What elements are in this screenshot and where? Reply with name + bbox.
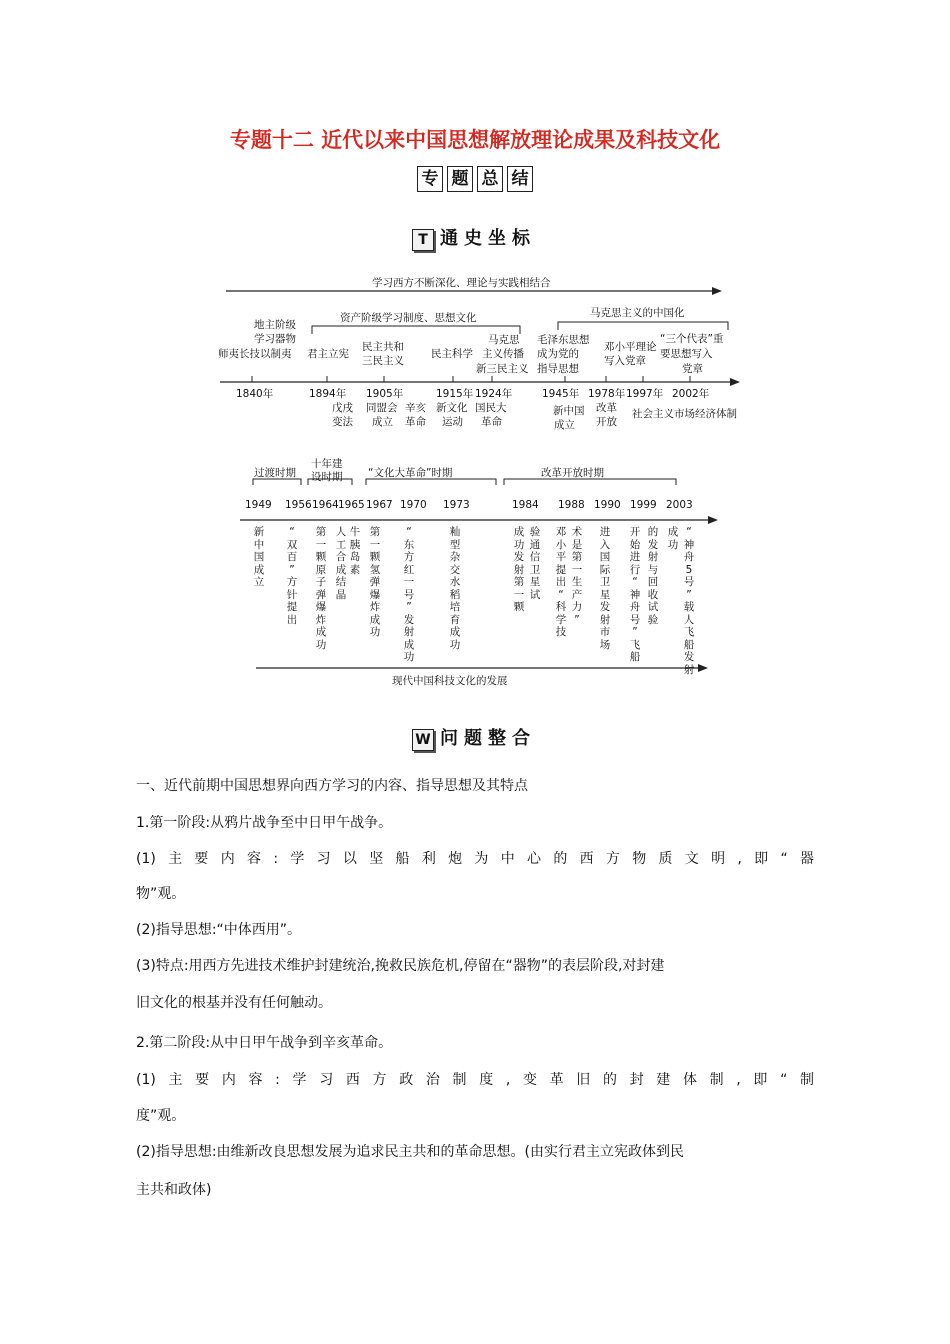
vertical-event: 第 一 颗 原 子 弹 爆 炸 成 功 xyxy=(315,526,327,651)
event-below-label: 戊戌 xyxy=(332,402,353,414)
year-label: 1984 xyxy=(512,499,539,511)
vertical-event: 第 一 颗 氢 弹 爆 炸 成 功 xyxy=(369,526,381,638)
event-above-label: 党章 xyxy=(682,363,703,375)
event-above-label: 要思想写入 xyxy=(660,348,713,360)
year-label: 1945年 xyxy=(542,388,580,400)
year-label: 2003 xyxy=(666,499,693,511)
text-line: 1.第一阶段:从鸦片战争至中日甲午战争。 xyxy=(136,815,393,831)
event-below-label: 革命 xyxy=(481,416,502,428)
event-above-label: 主义传播 xyxy=(482,348,524,360)
event-below-label: 开放 xyxy=(596,416,617,428)
event-below-label: 新文化 xyxy=(436,402,468,414)
event-below-label: 变法 xyxy=(332,416,353,428)
vertical-event: 开 始 进 行 “ 神 舟 号 ” 飞 船 xyxy=(629,526,641,663)
event-above-label: 新三民主义 xyxy=(476,363,529,375)
year-label: 1973 xyxy=(443,499,470,511)
vertical-event: “ 双 百 ” 方 针 提 出 xyxy=(286,526,298,626)
bracket-label-bourgeois: 资产阶级学习制度、思想文化 xyxy=(340,312,477,324)
section-heading-integration xyxy=(412,724,536,751)
year-label: 1964 xyxy=(312,499,339,511)
w-icon: W xyxy=(412,729,434,751)
period-label: “文化大革命”时期 xyxy=(368,467,453,479)
vertical-event: 邓 小 平 提 出 “ 科 学 技 xyxy=(555,526,567,638)
text-line: 主共和政体) xyxy=(136,1182,212,1198)
year-label: 1970 xyxy=(400,499,427,511)
text-line: (3)特点:用西方先进技术维护封建统治,挽救民族危机,停留在“器物”的表层阶段,对封建 xyxy=(136,958,665,974)
text-line: (1)主要内容:学习以坚船利炮为中心的西方物质文明,即“器 xyxy=(136,851,814,867)
vertical-event: 术 是 第 一 生 产 力 ” xyxy=(571,526,583,626)
event-below-label: 成立 xyxy=(372,416,393,428)
vertical-event: 成 功 发 射 第 一 颗 xyxy=(513,526,525,613)
period-label: 十年建 xyxy=(311,458,343,470)
year-label: 1965 xyxy=(338,499,365,511)
event-above-label: 毛泽东思想 xyxy=(537,334,590,346)
text-line: 旧文化的根基并没有任何触动。 xyxy=(136,995,332,1011)
event-below-label: 运动 xyxy=(442,416,463,428)
event-below-label: 国民大 xyxy=(475,402,507,414)
event-below-label: 改革 xyxy=(596,402,617,414)
text-line: 物”观。 xyxy=(136,886,186,902)
vertical-event: 新 中 国 成 立 xyxy=(253,526,265,588)
text-line: (2)指导思想:“中体西用”。 xyxy=(136,922,302,938)
vertical-event: “ 神 舟 5 号 ” 载 人 飞 船 发 射 xyxy=(683,526,695,676)
period-label: 改革开放时期 xyxy=(541,467,604,479)
year-label: 1967 xyxy=(366,499,393,511)
vertical-event: 牛 胰 岛 素 xyxy=(349,526,361,576)
vertical-event: 进 入 国 际 卫 星 发 射 市 场 xyxy=(599,526,611,651)
year-label: 1905年 xyxy=(366,388,404,400)
event-below-label: 同盟会 xyxy=(366,402,398,414)
event-above-label: 指导思想 xyxy=(537,363,579,375)
vertical-event: “ 东 方 红 一 号 ” 发 射 成 功 xyxy=(403,526,415,663)
event-above-label: 成为党的 xyxy=(537,348,579,360)
period-label: 设时期 xyxy=(311,471,343,483)
summary-char: 总 xyxy=(477,166,503,192)
year-label: 1990 xyxy=(594,499,621,511)
year-label: 1840年 xyxy=(236,388,274,400)
timeline2-bottom-label: 现代中国科技文化的发展 xyxy=(392,675,508,687)
event-above-label: 写入党章 xyxy=(604,355,646,367)
event-above-label: 马克思 xyxy=(488,334,520,346)
timeline1-top-arrow-label: 学习西方不断深化、理论与实践相结合 xyxy=(372,277,551,289)
heading-line: 一、近代前期中国思想界向西方学习的内容、指导思想及其特点 xyxy=(136,778,528,794)
event-above-label: 民主科学 xyxy=(431,348,473,360)
summary-char: 题 xyxy=(447,166,473,192)
vertical-event: 籼 型 杂 交 水 稻 培 育 成 功 xyxy=(449,526,461,651)
event-above-label: 师夷长技以制夷 xyxy=(218,348,292,360)
year-label: 2002年 xyxy=(672,388,710,400)
event-above-label: 地主阶级 xyxy=(254,319,296,331)
text-line: (2)指导思想:由维新改良思想发展为追求民主共和的革命思想。(由实行君主立宪政体到民 xyxy=(136,1144,685,1160)
summary-char: 专 xyxy=(417,166,443,192)
year-label: 1894年 xyxy=(309,388,347,400)
year-label: 1915年 xyxy=(436,388,474,400)
event-below-label: 新中国 xyxy=(553,405,585,417)
year-label: 1978年 xyxy=(588,388,626,400)
section-heading-label: 问题整合 xyxy=(440,728,536,749)
event-above-label: 学习器物 xyxy=(254,333,296,345)
event-above-label: “三个代表”重 xyxy=(660,333,724,345)
t-icon: T xyxy=(412,229,434,251)
vertical-event: 成 功 xyxy=(667,526,679,551)
text-line: 度”观。 xyxy=(136,1108,186,1124)
period-label: 过渡时期 xyxy=(254,467,296,479)
year-label: 1924年 xyxy=(475,388,513,400)
year-label: 1956 xyxy=(285,499,312,511)
event-below-label: 社会主义市场经济体制 xyxy=(632,408,737,420)
vertical-event: 的 发 射 与 回 收 试 验 xyxy=(647,526,659,626)
year-label: 1997年 xyxy=(626,388,664,400)
bracket-label-marxism: 马克思主义的中国化 xyxy=(590,307,685,319)
year-label: 1988 xyxy=(558,499,585,511)
page-title: 专题十二 近代以来中国思想解放理论成果及科技文化 xyxy=(229,128,721,152)
event-below-label: 辛亥 xyxy=(405,402,426,414)
event-above-label: 邓小平理论 xyxy=(604,341,657,353)
event-above-label: 民主共和 xyxy=(362,341,404,353)
text-line: (1)主要内容:学习西方政治制度,变革旧的封建体制,即“制 xyxy=(136,1072,814,1088)
event-above-label: 君主立宪 xyxy=(307,348,349,360)
vertical-event: 人 工 合 成 结 晶 xyxy=(335,526,347,601)
section-heading-label: 通史坐标 xyxy=(440,228,536,249)
summary-char: 结 xyxy=(507,166,533,192)
vertical-event: 验 通 信 卫 星 试 xyxy=(529,526,541,601)
year-label: 1949 xyxy=(245,499,272,511)
event-below-label: 革命 xyxy=(405,416,426,428)
year-label: 1999 xyxy=(630,499,657,511)
event-above-label: 三民主义 xyxy=(362,355,404,367)
event-below-label: 成立 xyxy=(554,419,575,431)
text-line: 2.第二阶段:从中日甲午战争到辛亥革命。 xyxy=(136,1035,393,1051)
